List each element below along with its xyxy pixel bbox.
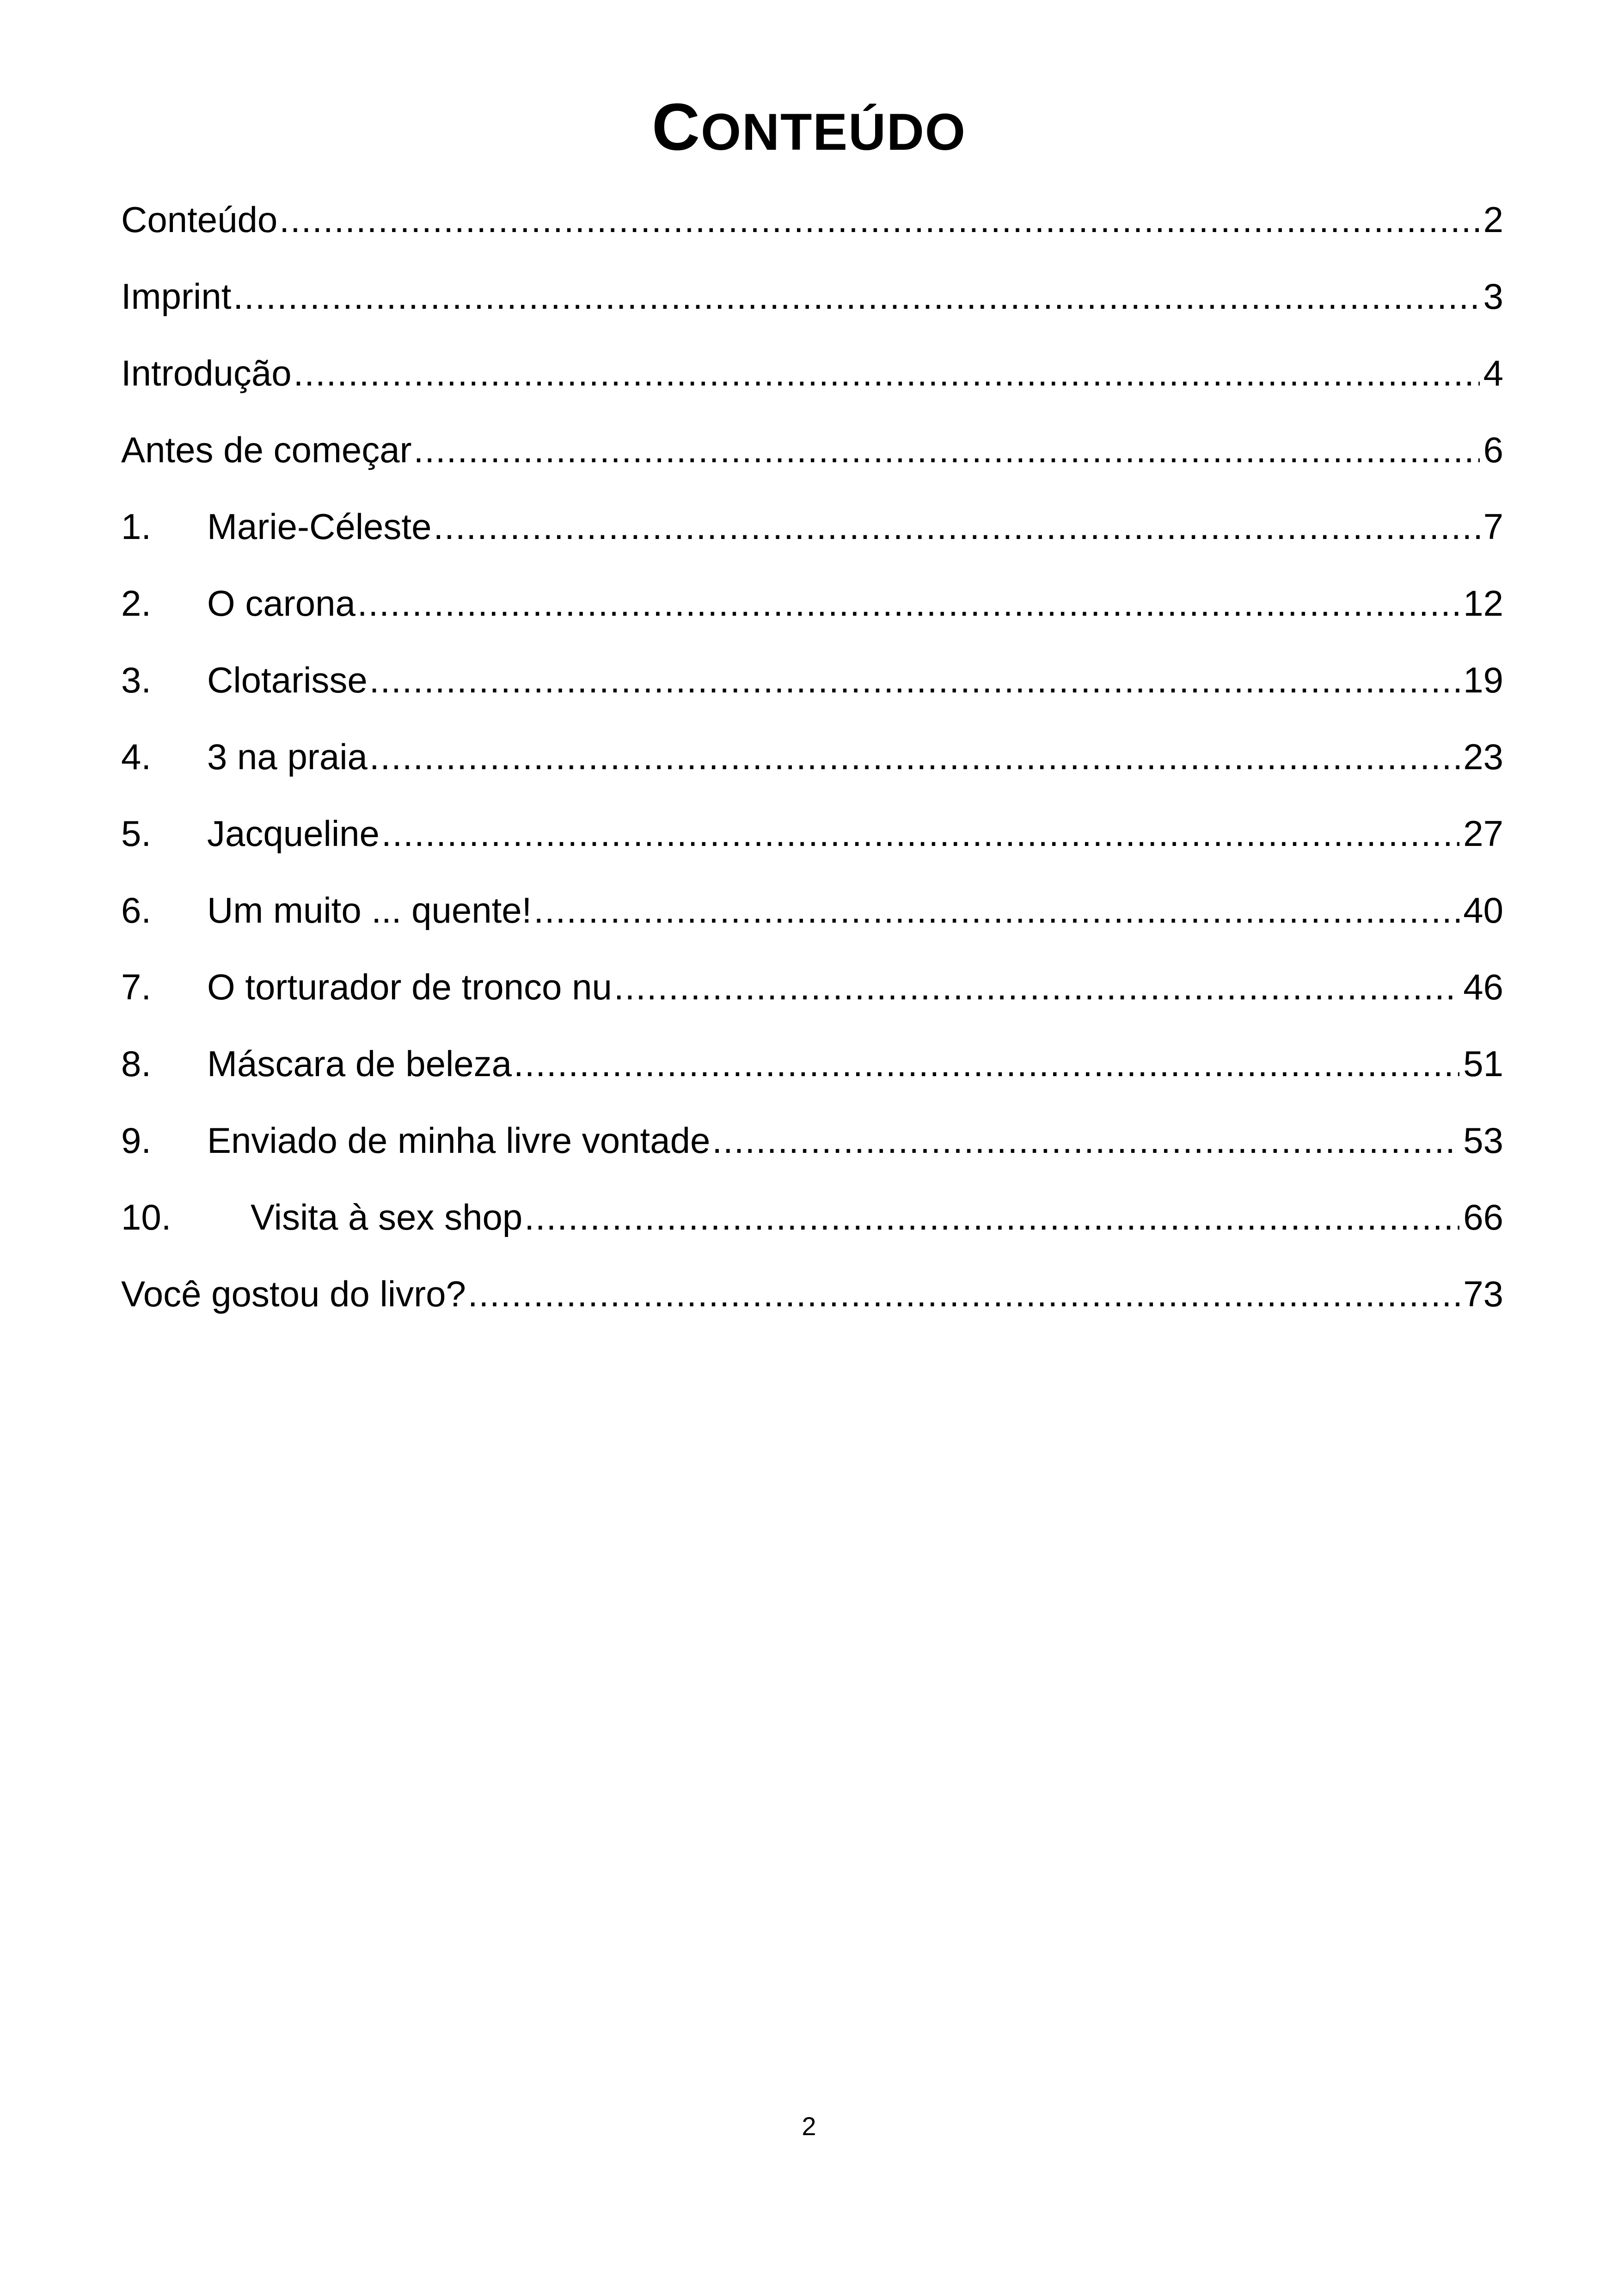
toc-entry-voce-gostou[interactable] bbox=[121, 1268, 1503, 1345]
toc-entry-page: 46 bbox=[1463, 967, 1503, 1007]
toc-entry-title: Enviado de minha livre vontade bbox=[207, 1120, 711, 1161]
toc-entry-title: Jacqueline bbox=[207, 813, 380, 854]
toc-entry-page: 23 bbox=[1463, 736, 1503, 777]
toc-entry-title: Um muito ... quente! bbox=[207, 890, 532, 931]
toc-entry-title: Clotarisse bbox=[207, 660, 368, 700]
toc-entry-page: 4 bbox=[1483, 353, 1503, 393]
toc-dot-leader bbox=[524, 1192, 1459, 1243]
toc-entry-number: 7. bbox=[121, 967, 152, 1007]
toc-entry-chapter-3[interactable] bbox=[121, 655, 1503, 731]
toc-entry-introducao[interactable] bbox=[121, 348, 1503, 424]
toc-entry-number: 2. bbox=[121, 583, 152, 624]
toc-entry-chapter-6[interactable] bbox=[121, 885, 1503, 961]
toc-entry-title: Você gostou do livro? bbox=[121, 1274, 466, 1314]
toc-entry-title: O carona bbox=[207, 583, 355, 624]
toc-entry-number: 4. bbox=[121, 736, 152, 777]
toc-entry-page: 12 bbox=[1463, 583, 1503, 624]
toc-dot-leader bbox=[533, 885, 1459, 936]
toc-entry-title: Máscara de beleza bbox=[207, 1043, 512, 1084]
toc-entry-title: 3 na praia bbox=[207, 736, 368, 777]
toc-entry-conteudo[interactable] bbox=[121, 194, 1503, 271]
toc-entry-title: Visita à sex shop bbox=[251, 1197, 523, 1237]
toc-entry-number: 3. bbox=[121, 660, 152, 700]
toc-dot-leader bbox=[414, 424, 1480, 475]
toc-entry-number: 1. bbox=[121, 506, 152, 547]
page-title-rest: ONTEÚDO bbox=[701, 103, 966, 161]
toc-entry-page: 3 bbox=[1483, 276, 1503, 317]
toc-entry-number: 10. bbox=[121, 1197, 172, 1237]
toc-entry-page: 2 bbox=[1483, 199, 1503, 240]
toc-entry-page: 19 bbox=[1463, 660, 1503, 700]
toc-entry-number: 9. bbox=[121, 1120, 152, 1161]
toc-dot-leader bbox=[433, 501, 1479, 552]
toc-dot-leader bbox=[369, 655, 1459, 705]
toc-entry-page: 66 bbox=[1463, 1197, 1503, 1237]
toc-dot-leader bbox=[233, 271, 1479, 322]
toc-entry-number: 6. bbox=[121, 890, 152, 931]
toc-entry-page: 40 bbox=[1463, 890, 1503, 931]
toc-dot-leader bbox=[514, 1038, 1459, 1089]
toc-entry-number: 5. bbox=[121, 813, 152, 854]
toc-entry-page: 27 bbox=[1463, 813, 1503, 854]
toc-entry-chapter-7[interactable] bbox=[121, 961, 1503, 1038]
toc-entry-chapter-9[interactable] bbox=[121, 1115, 1503, 1192]
toc-entry-chapter-8[interactable] bbox=[121, 1038, 1503, 1115]
toc-entry-title: Imprint bbox=[121, 276, 232, 317]
toc-entry-page: 51 bbox=[1463, 1043, 1503, 1084]
toc-dot-leader bbox=[279, 194, 1479, 245]
toc-entry-chapter-5[interactable] bbox=[121, 808, 1503, 885]
toc-entry-chapter-10[interactable] bbox=[121, 1192, 1503, 1268]
toc-entry-chapter-4[interactable] bbox=[121, 731, 1503, 808]
page-number: 2 bbox=[802, 2112, 816, 2141]
toc-dot-leader bbox=[294, 348, 1480, 398]
toc-dot-leader bbox=[712, 1115, 1459, 1166]
toc-entry-title: Marie-Céleste bbox=[207, 506, 432, 547]
toc-entry-page: 6 bbox=[1483, 429, 1503, 470]
toc-entry-chapter-1[interactable] bbox=[121, 501, 1503, 578]
page-title bbox=[0, 88, 1618, 171]
table-of-contents bbox=[121, 194, 1503, 1345]
toc-entry-chapter-2[interactable] bbox=[121, 578, 1503, 655]
toc-entry-title: Introdução bbox=[121, 353, 292, 393]
toc-entry-page: 53 bbox=[1463, 1120, 1503, 1161]
toc-entry-antes-de-comecar[interactable] bbox=[121, 424, 1503, 501]
toc-entry-page: 73 bbox=[1463, 1274, 1503, 1314]
page-title-initial: C bbox=[652, 90, 701, 164]
toc-dot-leader bbox=[381, 808, 1459, 859]
toc-dot-leader bbox=[468, 1268, 1459, 1319]
toc-entry-title: Conteúdo bbox=[121, 199, 278, 240]
toc-dot-leader bbox=[357, 578, 1459, 629]
toc-entry-imprint[interactable] bbox=[121, 271, 1503, 348]
toc-entry-number: 8. bbox=[121, 1043, 152, 1084]
toc-entry-title: Antes de começar bbox=[121, 429, 412, 470]
toc-dot-leader bbox=[369, 731, 1459, 782]
toc-dot-leader bbox=[614, 961, 1459, 1012]
toc-entry-page: 7 bbox=[1483, 506, 1503, 547]
toc-entry-title: O torturador de tronco nu bbox=[207, 967, 612, 1007]
